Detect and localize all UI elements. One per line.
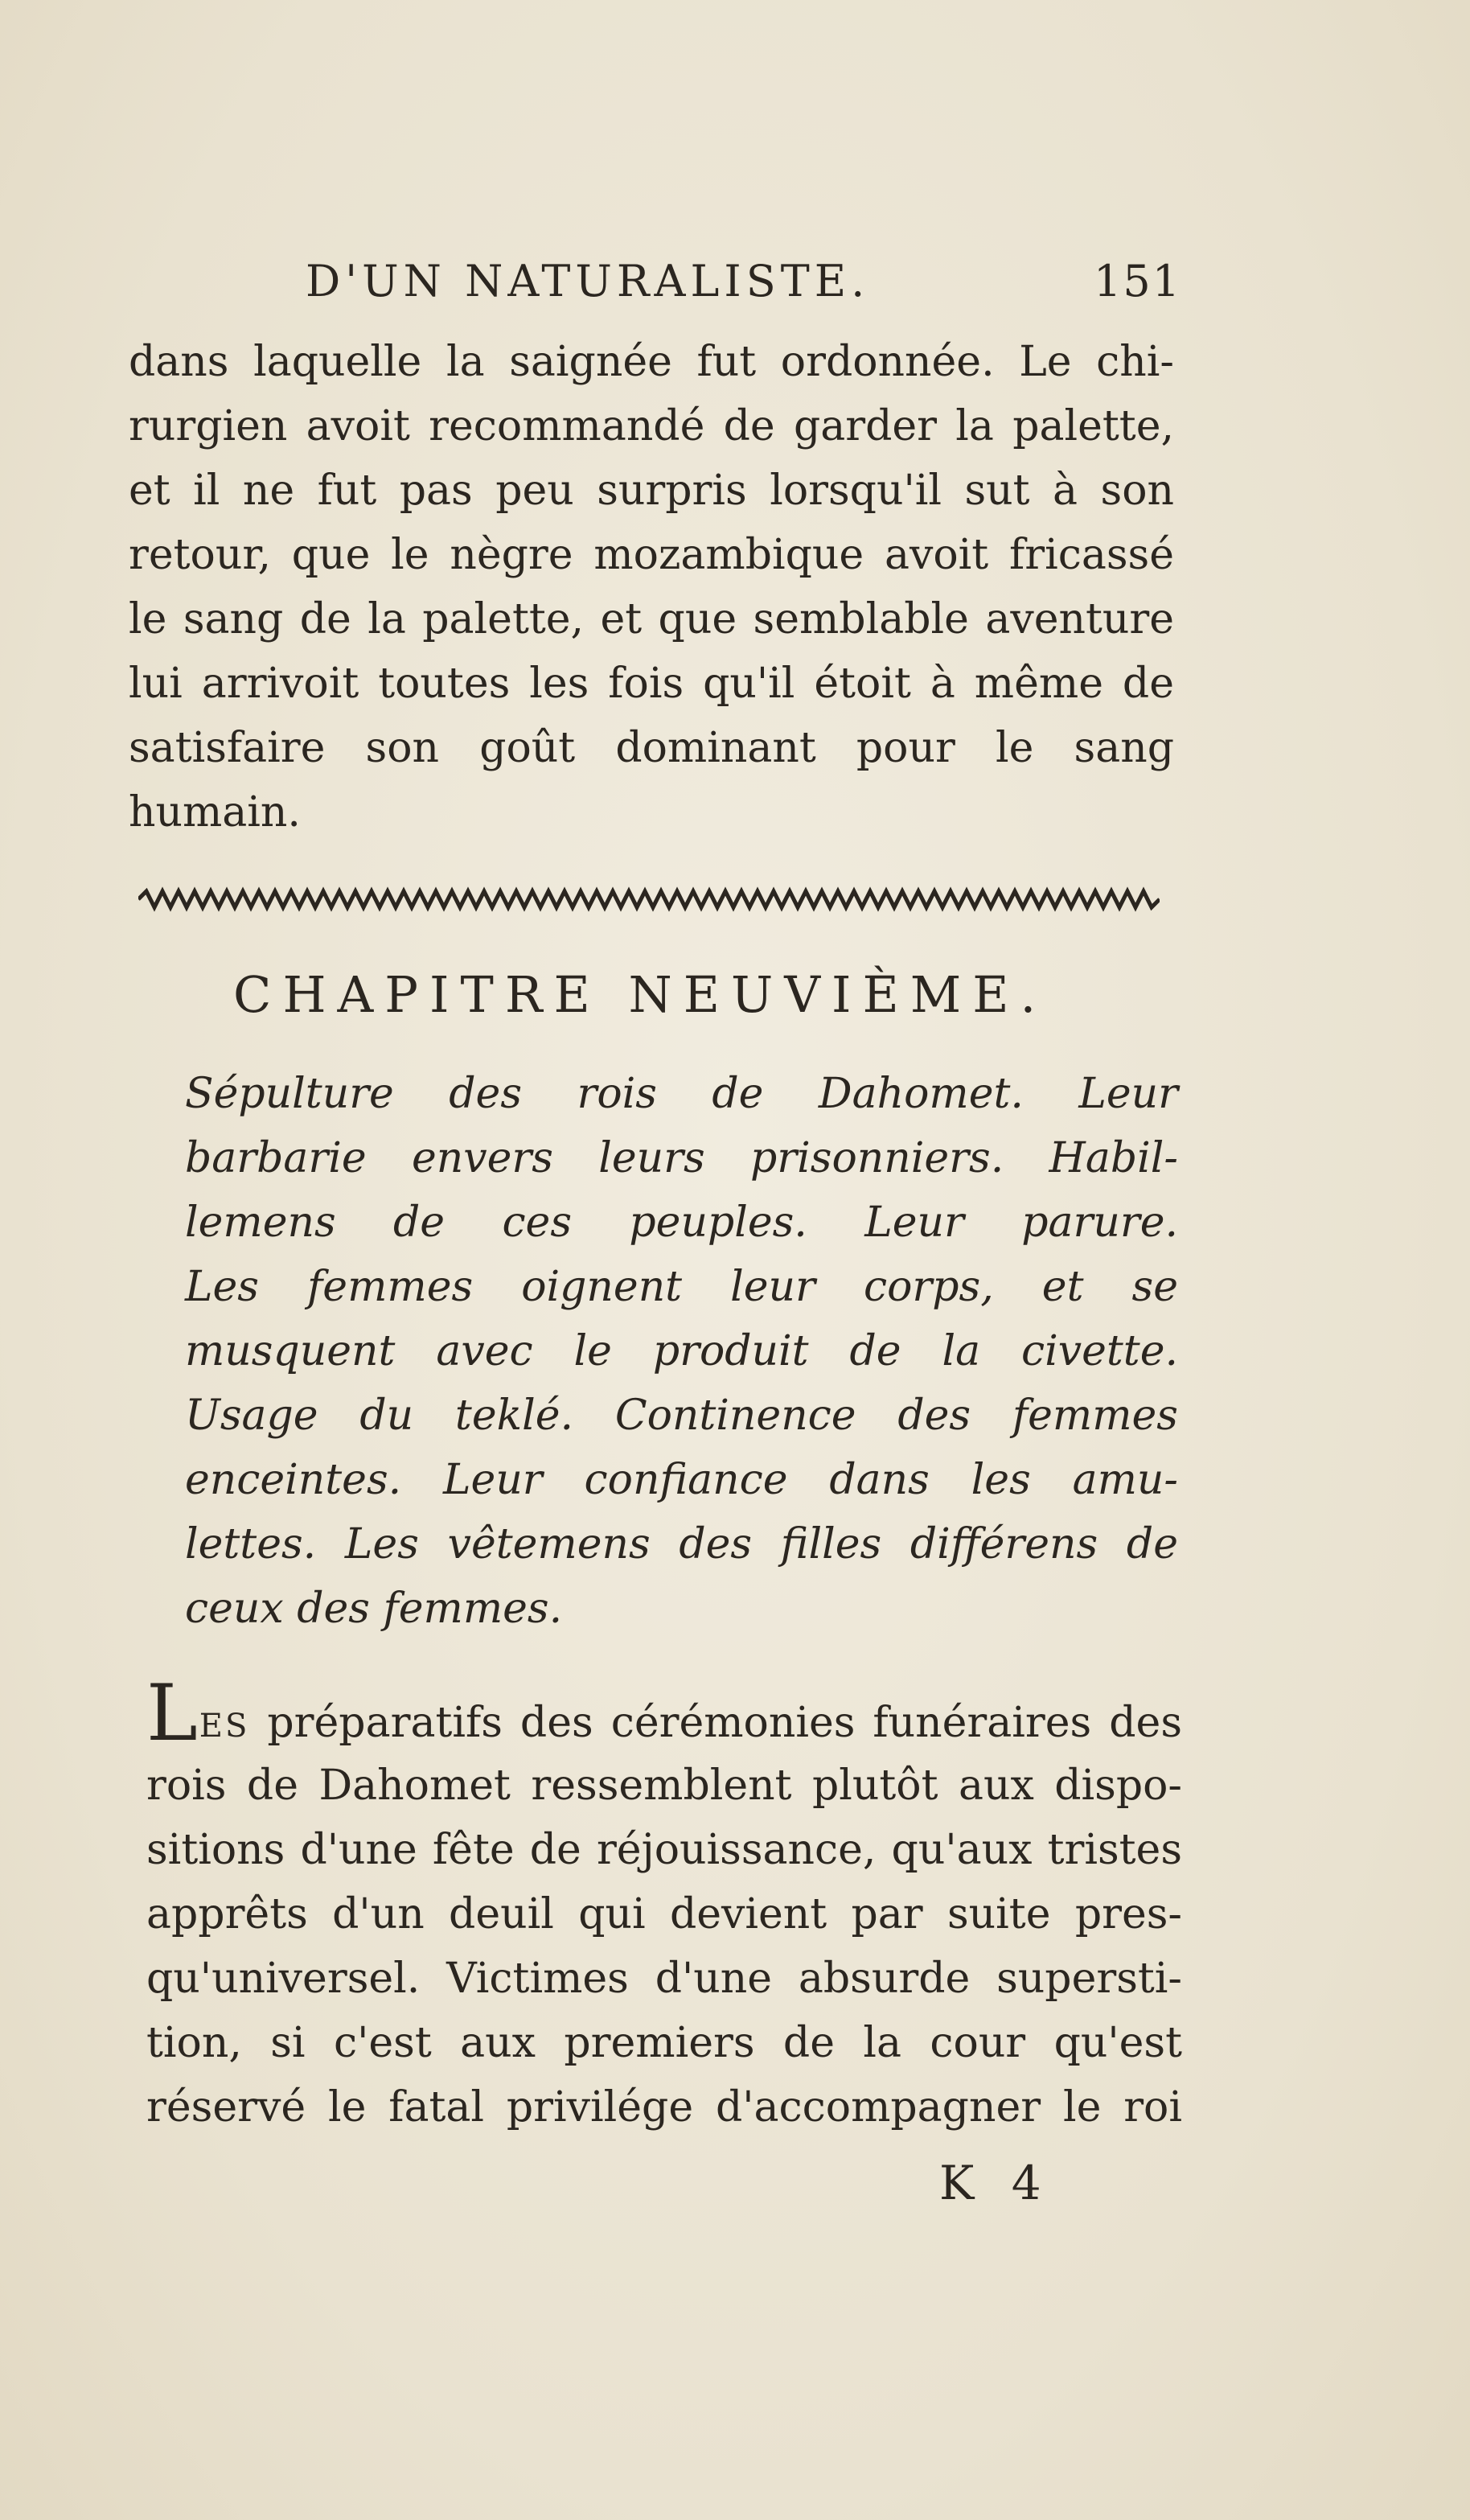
text-line: humain. — [129, 788, 301, 837]
body-text-line: réservé le fatal privilége d'accompagner le roi — [146, 2083, 1182, 2132]
text-line: le sang de la palette, et que semblable aventure — [129, 595, 1174, 643]
drop-cap-continuation: ES — [199, 1708, 250, 1745]
decorative-rule — [138, 883, 1160, 915]
body-text-line: apprêts d'un deuil qui devient par suite pres- — [146, 1890, 1182, 1938]
text-line: rurgien avoit recommandé de garder la palette, — [129, 402, 1174, 450]
chapter-summary-line: lemens de ces peuples. Leur parure. — [185, 1198, 1178, 1247]
chapter-summary-line: lettes. Les vêtemens des filles différens de — [185, 1520, 1178, 1568]
drop-cap: L — [146, 1668, 198, 1758]
chapter-title: CHAPITRE NEUVIÈME. — [233, 965, 1048, 1024]
page-number: 151 — [1094, 256, 1182, 306]
chapter-summary-line: Les femmes oignent leur corps, et se — [185, 1263, 1178, 1311]
chapter-summary-line: musquent avec le produit de la civette. — [185, 1327, 1178, 1375]
text-line: satisfaire son goût dominant pour le sang — [129, 724, 1174, 772]
chapter-summary-line: enceintes. Leur confiance dans les amu- — [185, 1456, 1178, 1504]
running-title: D'UN NATURALISTE. — [306, 256, 870, 306]
body-text-line: tion, si c'est aux premiers de la cour qu'est — [146, 2019, 1182, 2067]
body-text-line: qu'universel. Victimes d'une absurde supersti- — [146, 1955, 1182, 2003]
text-line: retour, que le nègre mozambique avoit fricassé — [129, 531, 1174, 579]
text-line: dans laquelle la saignée fut ordonnée. Le chi- — [129, 338, 1174, 386]
body-text-line: rois de Dahomet ressemblent plutôt aux dispo- — [146, 1762, 1182, 1810]
paragraph-first-line — [146, 1668, 1183, 1758]
chapter-summary-line: barbarie envers leurs prisonniers. Habil- — [185, 1134, 1178, 1182]
page-header — [129, 256, 1182, 320]
first-line-text: préparatifs des cérémonies funéraires des — [267, 1699, 1183, 1747]
signature-mark: K 4 — [939, 2156, 1053, 2210]
chapter-summary-line: Sépulture des rois de Dahomet. Leur — [185, 1070, 1178, 1118]
chapter-summary-line: ceux des femmes. — [185, 1585, 563, 1633]
text-line: lui arrivoit toutes les fois qu'il étoit à même de — [129, 660, 1174, 708]
text-line: et il ne fut pas peu surpris lorsqu'il sut à son — [129, 467, 1174, 515]
chapter-summary-line: Usage du teklé. Continence des femmes — [185, 1392, 1178, 1440]
body-text-line: sitions d'une fête de réjouissance, qu'aux tristes — [146, 1826, 1182, 1874]
